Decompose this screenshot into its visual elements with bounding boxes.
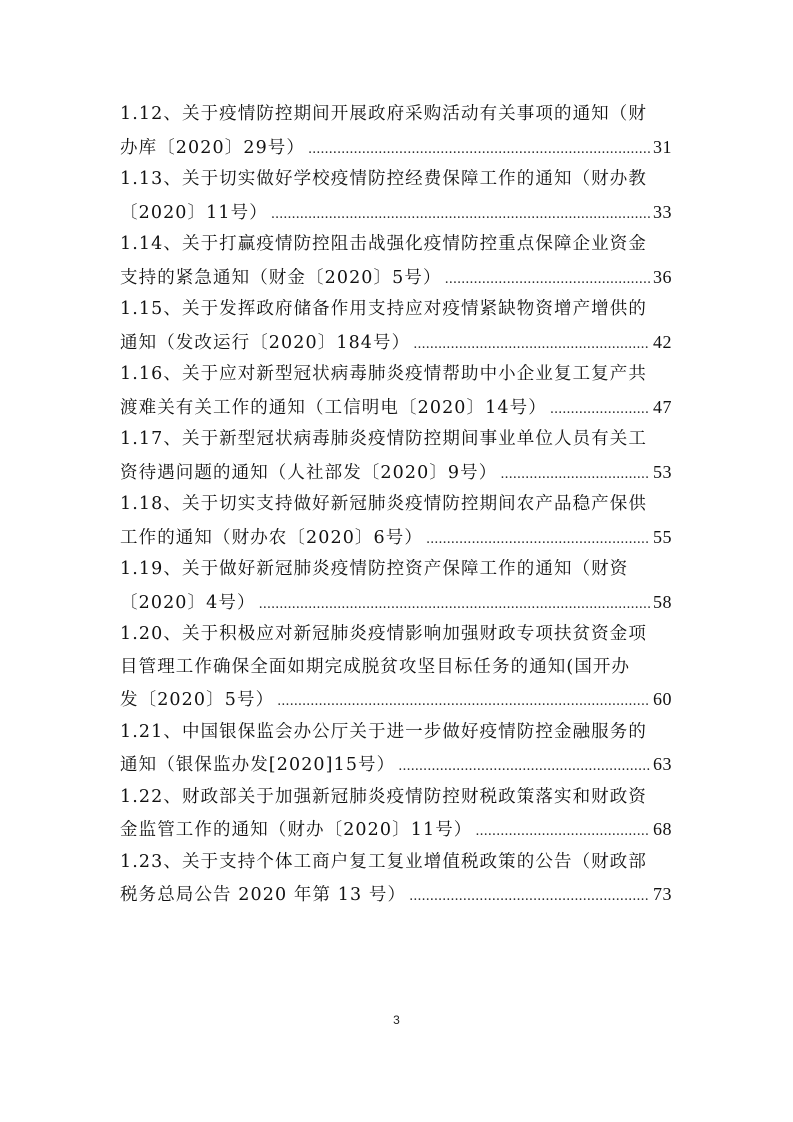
- toc-dot-leader: [475, 816, 650, 846]
- toc-entry-last-line: [120, 391, 672, 424]
- toc-entry-last-line: [120, 521, 672, 554]
- toc-entry-title-line: 1.12、关于疫情防控期间开展政府采购活动有关事项的通知（财: [120, 104, 647, 124]
- toc-entry-doc-number: 〔2020〕11号）: [120, 202, 268, 223]
- toc-entry-last-line: [120, 456, 672, 489]
- toc-entry[interactable]: [120, 846, 672, 911]
- toc-dot-leader: [500, 459, 650, 489]
- toc-entry[interactable]: [120, 781, 672, 846]
- toc-entry[interactable]: [120, 716, 672, 781]
- toc-dot-leader: [277, 686, 650, 716]
- toc-dot-leader: [413, 329, 650, 359]
- toc-page-number: 68: [653, 819, 672, 839]
- toc-entry-doc-number: 办库〔2020〕29号）: [120, 137, 306, 158]
- page-number: 3: [393, 1013, 400, 1027]
- toc-page-number: 55: [653, 526, 672, 547]
- toc-entry-title-line: 1.18、关于切实支持做好新冠肺炎疫情防控期间农产品稳产保供: [120, 494, 647, 514]
- toc-entry[interactable]: [120, 618, 672, 716]
- toc-entry-doc-number: 金监管工作的通知（财办〔2020〕11号）: [120, 820, 473, 840]
- toc-page-number: 42: [653, 331, 672, 352]
- toc-page-number: 63: [653, 754, 672, 774]
- toc-entry-doc-number: 渡难关有关工作的通知（工信明电〔2020〕14号）: [120, 397, 547, 418]
- toc-entry-last-line: [120, 878, 672, 911]
- toc-entry-last-line: [120, 586, 672, 619]
- toc-page-number: 53: [653, 461, 672, 482]
- toc-entry-last-line: [120, 326, 672, 359]
- toc-entry[interactable]: [120, 553, 672, 618]
- toc-dot-leader: [409, 881, 650, 911]
- toc-entry-title-line: 目管理工作确保全面如期完成脱贫攻坚目标任务的通知(国开办: [120, 656, 631, 677]
- toc-page-number: 36: [653, 266, 672, 287]
- toc-dot-leader: [550, 394, 650, 424]
- table-of-contents: [120, 98, 672, 911]
- toc-entry-title-line: 1.21、中国银保监会办公厅关于进一步做好疫情防控金融服务的: [120, 721, 647, 742]
- toc-entry-title-line: 1.22、财政部关于加强新冠肺炎疫情防控财税政策落实和财政资: [120, 786, 647, 807]
- toc-entry-title-line: 1.15、关于发挥政府储备作用支持应对疫情紧缺物资增产增供的: [120, 299, 647, 319]
- toc-entry[interactable]: [120, 293, 672, 358]
- toc-page-number: 60: [653, 689, 672, 709]
- toc-entry-title-line: 1.13、关于切实做好学校疫情防控经费保障工作的通知（财办教: [120, 169, 647, 189]
- toc-entry-title-line: 1.23、关于支持个体工商户复工复业增值税政策的公告（财政部: [120, 851, 647, 872]
- toc-entry-doc-number: 通知（发改运行〔2020〕184号）: [120, 332, 411, 353]
- toc-entry-doc-number: 〔2020〕4号）: [120, 592, 256, 613]
- toc-entry-title-line: 1.19、关于做好新冠肺炎疫情防控资产保障工作的通知（财资: [120, 559, 629, 579]
- toc-entry-title-line: 1.14、关于打赢疫情防控阻击战强化疫情防控重点保障企业资金: [120, 234, 647, 254]
- toc-page-number: 47: [653, 396, 672, 417]
- toc-entry[interactable]: [120, 163, 672, 228]
- toc-entry-last-line: [120, 683, 672, 716]
- toc-entry-title-line: 1.16、关于应对新型冠状病毒肺炎疫情帮助中小企业复工复产共: [120, 364, 647, 384]
- toc-entry-title-line: 1.20、关于积极应对新冠肺炎疫情影响加强财政专项扶贫资金项: [120, 624, 647, 644]
- toc-entry-doc-number: 工作的通知（财办农〔2020〕6号）: [120, 527, 423, 548]
- toc-entry-doc-number: 资待遇问题的通知（人社部发〔2020〕9号）: [120, 462, 498, 483]
- toc-page-number: 73: [653, 884, 672, 904]
- toc-entry-title-line: 1.17、关于新型冠状病毒肺炎疫情防控期间事业单位人员有关工: [120, 429, 647, 449]
- toc-entry-doc-number: 通知（银保监办发[2020]15号）: [120, 755, 396, 775]
- toc-entry-last-line: [120, 131, 672, 164]
- toc-dot-leader: [445, 264, 650, 294]
- toc-dot-leader: [398, 751, 650, 781]
- toc-entry-last-line: [120, 196, 672, 229]
- toc-entry[interactable]: [120, 423, 672, 488]
- toc-page-number: 58: [653, 591, 672, 612]
- toc-entry-last-line: [120, 748, 672, 781]
- toc-entry-doc-number: 发〔2020〕5号）: [120, 690, 275, 710]
- toc-entry-last-line: [120, 813, 672, 846]
- toc-entry-doc-number: 税务总局公告 2020 年第 13 号）: [120, 885, 407, 905]
- toc-entry-last-line: [120, 261, 672, 294]
- toc-entry[interactable]: [120, 228, 672, 293]
- toc-dot-leader: [426, 524, 650, 554]
- toc-dot-leader: [259, 589, 650, 619]
- toc-entry-doc-number: 支持的紧急通知（财金〔2020〕5号）: [120, 267, 442, 288]
- toc-entry[interactable]: [120, 98, 672, 163]
- toc-dot-leader: [308, 134, 650, 164]
- toc-page-number: 33: [653, 201, 672, 222]
- toc-entry[interactable]: [120, 358, 672, 423]
- toc-dot-leader: [271, 199, 650, 229]
- toc-page-number: 31: [653, 136, 672, 157]
- toc-entry[interactable]: [120, 488, 672, 553]
